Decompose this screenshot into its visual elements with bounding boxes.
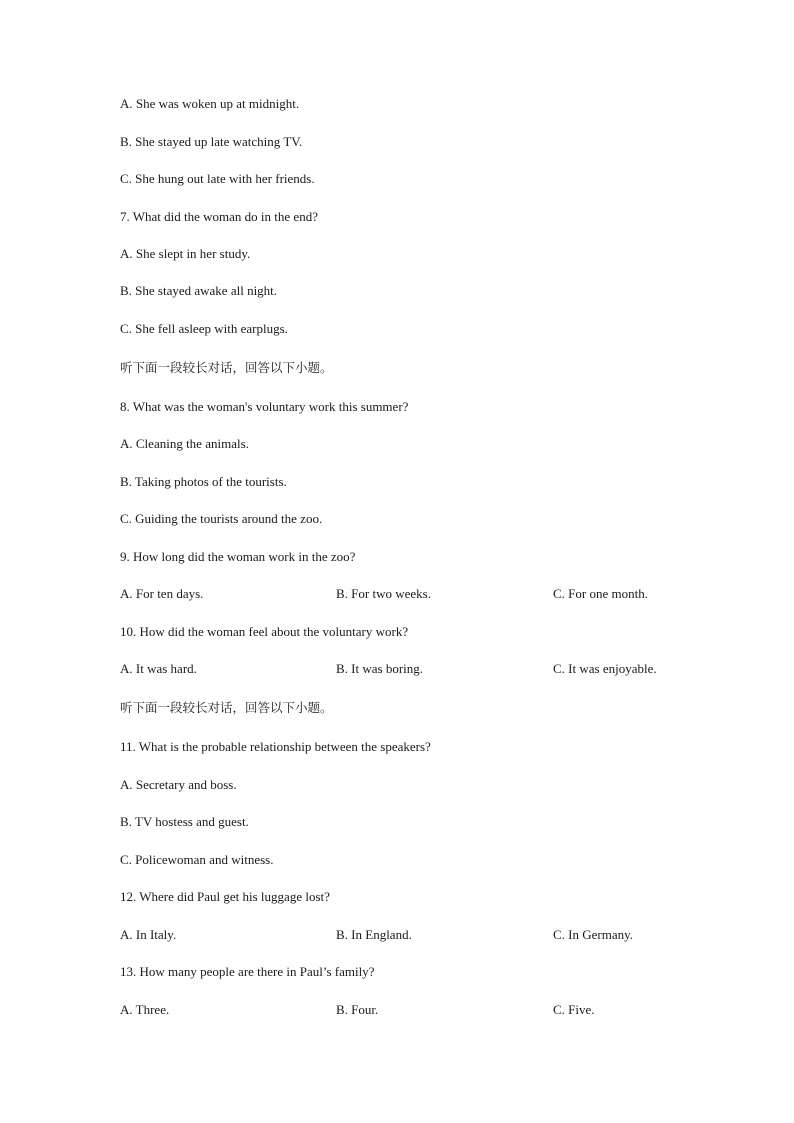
q10-options — [120, 661, 720, 677]
q9-option-b: B. For two weeks. — [336, 586, 431, 601]
q9-option-a: A. For ten days. — [120, 586, 204, 601]
q12-option-b: B. In England. — [336, 927, 412, 942]
q13-option-c: C. Five. — [553, 1002, 595, 1017]
q12-options — [120, 927, 720, 943]
q8-option-c: C. Guiding the tourists around the zoo. — [120, 511, 323, 526]
q8-stem: 8. What was the woman's voluntary work this summer? — [120, 399, 409, 414]
q8-option-b: B. Taking photos of the tourists. — [120, 474, 287, 489]
q6-option-c: C. She hung out late with her friends. — [120, 171, 315, 186]
q7-option-a: A. She slept in her study. — [120, 246, 251, 261]
q12-option-a: A. In Italy. — [120, 927, 177, 942]
q9-stem: 9. How long did the woman work in the zoo? — [120, 549, 356, 564]
q11-option-c: C. Policewoman and witness. — [120, 852, 274, 867]
q13-stem: 13. How many people are there in Paul’s family? — [120, 964, 375, 979]
q8-option-a: A. Cleaning the animals. — [120, 436, 249, 451]
q9-option-c: C. For one month. — [553, 586, 648, 601]
q12-stem: 12. Where did Paul get his luggage lost? — [120, 889, 330, 904]
q13-options — [120, 1002, 720, 1018]
section-instruction: 听下面一段较长对话，回答以下小题。 — [120, 360, 333, 375]
q10-option-a: A. It was hard. — [120, 661, 197, 676]
q12-option-c: C. In Germany. — [553, 927, 634, 942]
section-instruction: 听下面一段较长对话，回答以下小题。 — [120, 700, 333, 715]
q13-option-a: A. Three. — [120, 1002, 170, 1017]
q7-option-b: B. She stayed awake all night. — [120, 283, 278, 298]
q7-option-c: C. She fell asleep with earplugs. — [120, 321, 288, 336]
q9-options — [120, 586, 720, 602]
q7-stem: 7. What did the woman do in the end? — [120, 209, 318, 224]
q10-option-c: C. It was enjoyable. — [553, 661, 657, 676]
q10-stem: 10. How did the woman feel about the voluntary work? — [120, 624, 409, 639]
q11-option-b: B. TV hostess and guest. — [120, 814, 249, 829]
q11-option-a: A. Secretary and boss. — [120, 777, 237, 792]
q13-option-b: B. Four. — [336, 1002, 379, 1017]
q10-option-b: B. It was boring. — [336, 661, 424, 676]
q6-option-b: B. She stayed up late watching TV. — [120, 134, 303, 149]
q6-option-a: A. She was woken up at midnight. — [120, 96, 300, 111]
q11-stem: 11. What is the probable relationship between the speakers? — [120, 739, 431, 754]
